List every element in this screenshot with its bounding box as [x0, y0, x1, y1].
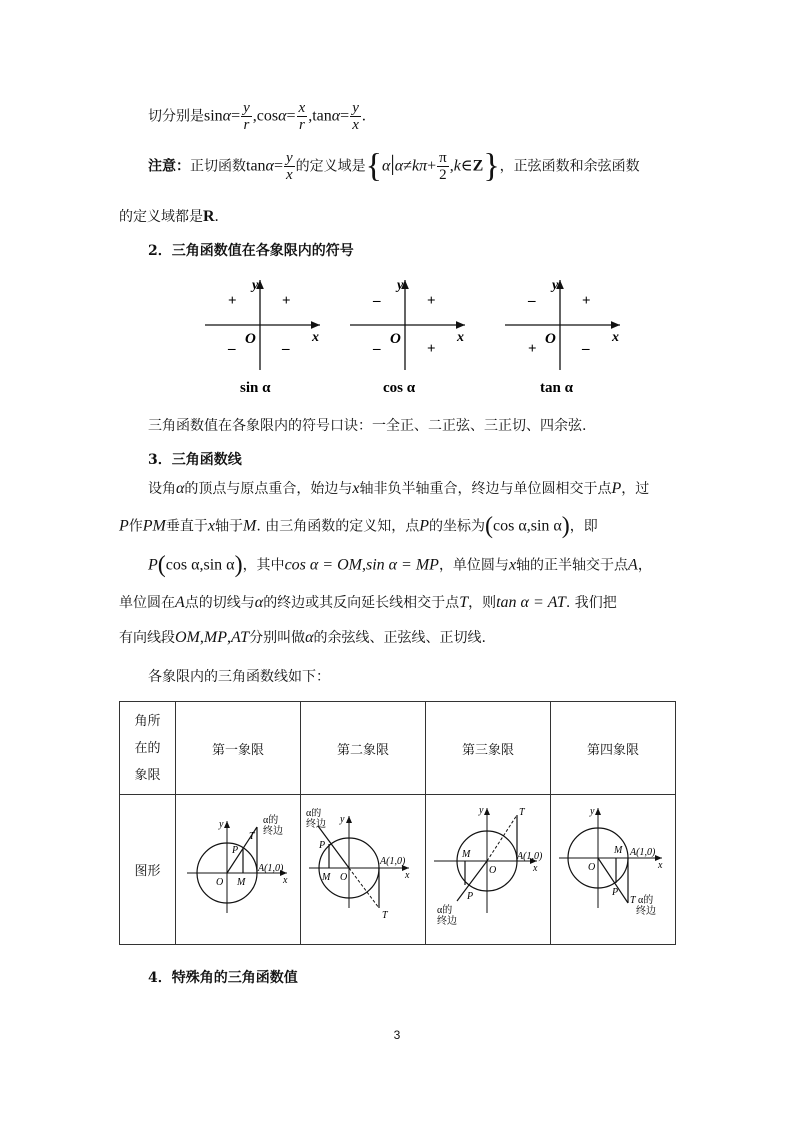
om-symbol: OM [175, 629, 200, 646]
text: ，单位圆与 [438, 557, 509, 574]
q1-sign: + [582, 293, 591, 309]
fraction-x-over-r [297, 100, 308, 133]
figure-q2 [301, 795, 426, 945]
origin-label: O [390, 331, 401, 347]
t-label: T [382, 909, 388, 921]
text: 的顶点与原点重合，始边与 [184, 481, 353, 497]
tan-equation: tan α = AT [496, 594, 566, 611]
terminal-label-2: 终边 [306, 818, 326, 830]
period: . [361, 107, 366, 125]
frac-numerator: y [285, 150, 293, 166]
frac-numerator: y [352, 100, 359, 116]
text: 轴的正半轴交于点 [516, 557, 629, 574]
sin-equation: sin α = MP [365, 556, 439, 574]
comma: , [227, 629, 231, 646]
text: 的终边或其反向延长线相交于点 [263, 595, 460, 611]
header-q3: 第三象限 [426, 702, 551, 795]
x-axis-label: x [612, 330, 619, 345]
y-axis-label: y [552, 278, 559, 293]
plus-sign: + [427, 157, 437, 175]
table-header-row [120, 702, 676, 795]
s3-line-6: 各象限内的三角函数线如下： [148, 669, 330, 685]
alpha-symbol: α [305, 629, 314, 646]
header-col-text: 在的 [134, 740, 161, 756]
unit-circle-q3 [429, 803, 547, 933]
sin-fn: sin [204, 107, 223, 125]
terminal-label-2: 终边 [263, 825, 283, 837]
text: . 由三角函数的定义知，点 [256, 518, 420, 535]
fraction-pi-over-2 [437, 150, 449, 183]
comma: , [361, 556, 366, 574]
brace-close: } [483, 147, 500, 185]
diagram-label: cos α [383, 380, 416, 396]
frac-denominator: 2 [439, 167, 447, 183]
q2-sign: – [528, 293, 536, 309]
text: 的坐标为 [429, 518, 486, 535]
t-label: T [249, 830, 255, 842]
frac-denominator: x [352, 117, 359, 133]
a-label: A(1,0) [258, 862, 284, 874]
a-symbol: A [628, 556, 638, 574]
fraction-y-over-x [350, 100, 361, 133]
diagram-label: tan α [540, 380, 573, 396]
terminal-label-2: 终边 [437, 915, 457, 927]
k-symbol: k [453, 157, 461, 175]
text: ，其中 [242, 557, 285, 574]
p-symbol: P [419, 517, 430, 535]
q1-sign: + [282, 293, 291, 309]
equals-sign: = [340, 107, 350, 125]
sign-diagram-tan [505, 278, 620, 396]
x-symbol: x [352, 480, 360, 497]
header-col-text: 角所 [134, 713, 161, 729]
pm-symbol: PM [142, 517, 166, 535]
unit-circle-q1 [179, 813, 297, 923]
q3-sign: + [528, 341, 537, 357]
text: 设角 [148, 481, 176, 497]
q3-sign: – [373, 341, 381, 357]
p-symbol: P [119, 517, 129, 535]
table-figure-row [120, 795, 676, 945]
q4-sign: – [582, 341, 590, 357]
x-axis-label: x [457, 330, 464, 345]
note-text-3: ，正弦函数和余弦函数 [499, 158, 640, 175]
y-axis-label: y [340, 813, 345, 825]
s3-line-1 [148, 478, 649, 498]
p-label: P [612, 886, 619, 898]
s3-line-5 [119, 627, 486, 647]
figure-q4 [551, 795, 676, 945]
s3-line-2 [119, 513, 598, 540]
a-label: A(1,0) [380, 855, 406, 867]
comma: , [449, 157, 454, 175]
section-2-title: 2．三角函数值在各象限内的符号 [148, 243, 354, 259]
note-text-1: 正切函数 [190, 158, 246, 175]
terminal-label-1: α的 [263, 814, 279, 826]
q2-sign: + [228, 293, 237, 309]
origin-label: O [340, 871, 348, 883]
figure-q3 [426, 795, 551, 945]
m-symbol: M [243, 517, 257, 535]
period: . [214, 208, 219, 225]
sign-diagram-cos [350, 278, 465, 396]
not-equal: ≠ [403, 157, 412, 175]
sign-diagram-sin [205, 278, 320, 396]
note-line [148, 147, 640, 185]
element-of: ∈ [460, 157, 473, 175]
section-4-title: 4．特殊角的三角函数值 [148, 970, 298, 986]
header-q4: 第四象限 [551, 702, 676, 795]
t-label: T [630, 894, 636, 906]
origin-label: O [489, 864, 497, 876]
comma: , [252, 107, 257, 125]
text: 点的切线与 [184, 595, 255, 611]
fraction-y-over-r [241, 100, 252, 133]
note-line-2 [119, 206, 219, 226]
terminal-label-1: α的 [306, 807, 322, 819]
alpha-symbol: α [265, 157, 274, 175]
cos-fn: cos [256, 107, 279, 125]
text: 的余弦线、正弦线、正切线. [313, 630, 486, 646]
a-label: A(1,0) [630, 846, 656, 858]
intro-lead: 切分别是 [148, 108, 204, 125]
origin-label: O [588, 861, 596, 873]
brace-open: { [365, 147, 382, 185]
x-axis-label: x [658, 859, 663, 871]
text: ， [637, 557, 652, 574]
note-label: 注意： [148, 158, 190, 175]
at-symbol: AT [231, 629, 250, 646]
paren-open: ( [157, 552, 166, 578]
terminal-label-1: α的 [437, 904, 453, 916]
set-separator: | [390, 150, 395, 176]
text: 单位圆在 [119, 595, 175, 611]
q1-sign: + [427, 293, 436, 309]
t-label: T [519, 806, 525, 818]
mp-symbol: MP [203, 629, 227, 646]
text: 轴于 [215, 518, 243, 535]
m-label: M [462, 848, 471, 860]
y-axis-label: y [252, 278, 259, 293]
p-symbol: P [148, 556, 158, 574]
comma: , [308, 107, 313, 125]
x-axis-label: x [312, 330, 319, 345]
a-label: A(1,0) [517, 850, 543, 862]
note-text-2: 的定义域是 [295, 158, 366, 175]
comma: , [199, 629, 204, 646]
k-pi: kπ [411, 157, 428, 175]
s3-line-3 [148, 552, 652, 579]
alpha-symbol: α [394, 157, 404, 175]
cos-alpha: cos α [493, 517, 527, 535]
cos-alpha: cos α [165, 556, 200, 574]
sin-alpha: sin α [203, 556, 235, 574]
m-label: M [614, 844, 623, 856]
header-col-text: 象限 [134, 767, 161, 783]
paren-open: ( [485, 513, 494, 539]
header-q1: 第一象限 [176, 702, 301, 795]
fraction-y-over-x [284, 150, 295, 183]
m-label: M [237, 876, 246, 888]
equals-sign: = [273, 157, 283, 175]
x-axis-label: x [533, 862, 538, 874]
q3-sign: – [228, 341, 236, 357]
s3-line-4 [119, 592, 617, 612]
tan-fn: tan [246, 157, 266, 175]
alpha-symbol: α [278, 107, 287, 125]
text: . 我们把 [565, 595, 617, 611]
sign-diagrams [200, 275, 630, 400]
text: 有向线段 [119, 630, 175, 646]
t-symbol: T [459, 594, 469, 611]
frac-numerator: x [298, 100, 306, 116]
frac-numerator: π [439, 150, 447, 166]
reals-symbol: R [203, 208, 215, 225]
unit-circle-q4 [554, 803, 672, 933]
y-axis-label: y [590, 805, 595, 817]
alpha-symbol: α [176, 480, 185, 497]
equals-sign: = [231, 107, 241, 125]
tan-fn: tan [312, 107, 332, 125]
frac-numerator: y [243, 100, 250, 116]
paren-close: ) [561, 513, 570, 539]
text: 作 [128, 518, 143, 535]
y-axis-label: y [397, 278, 404, 293]
frac-denominator: x [285, 167, 293, 183]
header-q2: 第二象限 [301, 702, 426, 795]
x-axis-label: x [283, 874, 288, 886]
p-symbol: P [611, 480, 622, 497]
frac-denominator: r [298, 117, 305, 133]
m-label: M [322, 871, 331, 883]
alpha-symbol: α [254, 594, 264, 611]
x-symbol: x [508, 556, 517, 574]
q2-sign: – [373, 293, 381, 309]
comma: , [526, 517, 531, 535]
row-label: 图形 [120, 795, 176, 945]
text: 垂直于 [165, 518, 208, 535]
integers-symbol: Z [472, 157, 484, 175]
y-axis-label: y [219, 818, 224, 830]
terminal-label-1: α的 [638, 894, 654, 906]
origin-label: O [216, 876, 224, 888]
frac-denominator: r [243, 117, 250, 133]
text: 分别叫做 [249, 630, 306, 646]
alpha-symbol: α [222, 107, 232, 125]
q4-sign: + [427, 341, 436, 357]
text: ，即 [569, 518, 598, 535]
equals-sign: = [286, 107, 296, 125]
comma: , [199, 556, 204, 574]
p-label: P [232, 844, 239, 856]
header-col-cell [120, 702, 176, 795]
diagram-label: sin α [240, 380, 271, 396]
y-axis-label: y [479, 804, 484, 816]
a-symbol: A [175, 594, 185, 611]
text: 轴非负半轴重合，终边与单位圆相交于点 [359, 481, 612, 497]
sin-alpha: sin α [530, 517, 562, 535]
alpha-symbol: α [331, 107, 341, 125]
q4-sign: – [282, 341, 290, 357]
quadrant-table [119, 701, 676, 945]
figure-q1 [176, 795, 301, 945]
page-number: 3 [393, 1028, 401, 1042]
mnemonic: 三角函数值在各象限内的符号口诀：一全正、二正弦、三正切、四余弦. [148, 418, 587, 434]
x-symbol: x [207, 517, 215, 535]
paren-close: ) [234, 552, 243, 578]
origin-label: O [545, 331, 556, 347]
text: ，则 [468, 595, 497, 611]
x-axis-label: x [405, 869, 410, 881]
text: ，过 [621, 481, 650, 497]
unit-circle-q2 [304, 808, 422, 928]
p-label: P [319, 839, 326, 851]
terminal-label-2: 终边 [636, 905, 656, 917]
intro-line [148, 100, 366, 133]
p-label: P [467, 890, 474, 902]
cos-equation: cos α = OM [284, 556, 362, 574]
section-3-title: 3．三角函数线 [148, 452, 242, 468]
alpha-symbol: α [381, 157, 391, 175]
origin-label: O [245, 331, 256, 347]
note-text-4: 的定义域都是 [119, 209, 203, 225]
